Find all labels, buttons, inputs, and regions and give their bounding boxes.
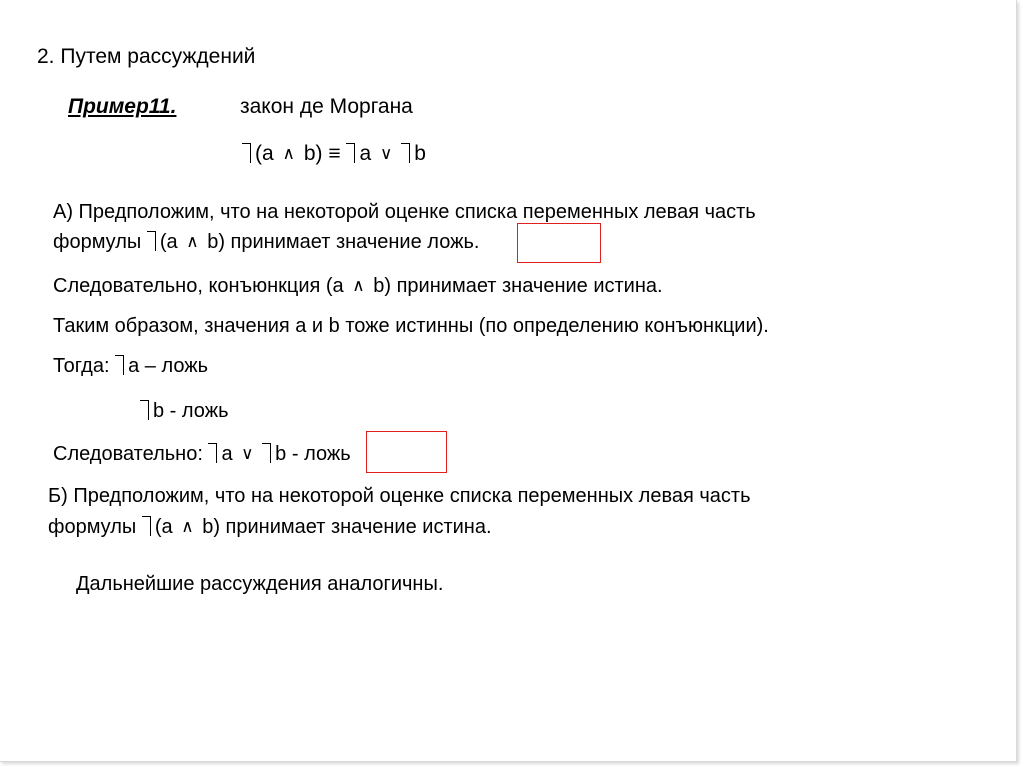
- formula-part: b: [414, 142, 426, 165]
- case-a-line-6: [140, 398, 229, 424]
- conclusion: Дальнейшие рассуждения аналогичны.: [76, 573, 444, 595]
- highlighted-word: ложь: [304, 443, 351, 465]
- text: (a: [154, 516, 173, 538]
- example-label: Пример11.: [68, 95, 177, 118]
- and-symbol: ∧: [352, 276, 365, 295]
- example-title: [240, 94, 413, 120]
- case-a-line-7: [53, 441, 351, 467]
- negation-symbol: [142, 514, 152, 536]
- case-a-line-4: Таким образом, значения a и b тоже истинны (по определению конъюнкции).: [53, 315, 769, 337]
- case-a-line-1: А) Предположим, что на некоторой оценке списка переменных левая часть: [53, 201, 756, 223]
- negation-symbol: [147, 229, 157, 251]
- example-title-text: закон де Моргана: [240, 95, 413, 118]
- text: b) принимает значение: [207, 231, 422, 253]
- equivalence-symbol: ≡: [328, 142, 341, 165]
- and-symbol: ∧: [282, 144, 295, 163]
- section-heading-text: 2. Путем рассуждений: [37, 45, 256, 68]
- example-header: [68, 94, 176, 120]
- case-a-line-2: [53, 229, 479, 255]
- negation-symbol: [140, 398, 150, 420]
- formula-part: (a: [255, 142, 274, 165]
- negation-symbol: [262, 441, 272, 463]
- case-b-line-1: Б) Предположим, что на некоторой оценке списка переменных левая часть: [48, 485, 751, 507]
- formula-part: a: [359, 142, 372, 165]
- de-morgan-formula: [242, 141, 426, 167]
- negation-symbol: [346, 141, 356, 163]
- text: a – ложь: [128, 355, 209, 377]
- case-b-line-2: [48, 514, 492, 540]
- text: Следовательно:: [53, 443, 203, 465]
- text: b -: [275, 443, 299, 465]
- section-heading: [37, 44, 255, 70]
- text: формулы: [53, 231, 142, 253]
- negation-symbol: [208, 441, 218, 463]
- highlight-box: [366, 431, 447, 473]
- text: (a: [159, 231, 178, 253]
- text: Тогда:: [53, 355, 110, 377]
- case-a-line-3: [53, 273, 663, 299]
- or-symbol: ∨: [380, 144, 393, 163]
- negation-symbol: [242, 141, 252, 163]
- text: формулы: [48, 516, 137, 538]
- and-symbol: ∧: [181, 517, 194, 536]
- highlight-box: [517, 223, 601, 263]
- formula-part: b): [303, 142, 323, 165]
- negation-symbol: [401, 141, 411, 163]
- text: b) принимает значение истина.: [202, 516, 492, 538]
- or-symbol: ∨: [241, 444, 254, 463]
- highlighted-word: ложь.: [427, 231, 480, 253]
- text: b) принимает значение истина.: [373, 275, 663, 297]
- text: Следовательно, конъюнкция (a: [53, 275, 344, 297]
- and-symbol: ∧: [186, 232, 199, 251]
- text: a: [221, 443, 233, 465]
- negation-symbol: [115, 353, 125, 375]
- case-a-line-5: [53, 353, 208, 379]
- text: b - ложь: [153, 400, 229, 422]
